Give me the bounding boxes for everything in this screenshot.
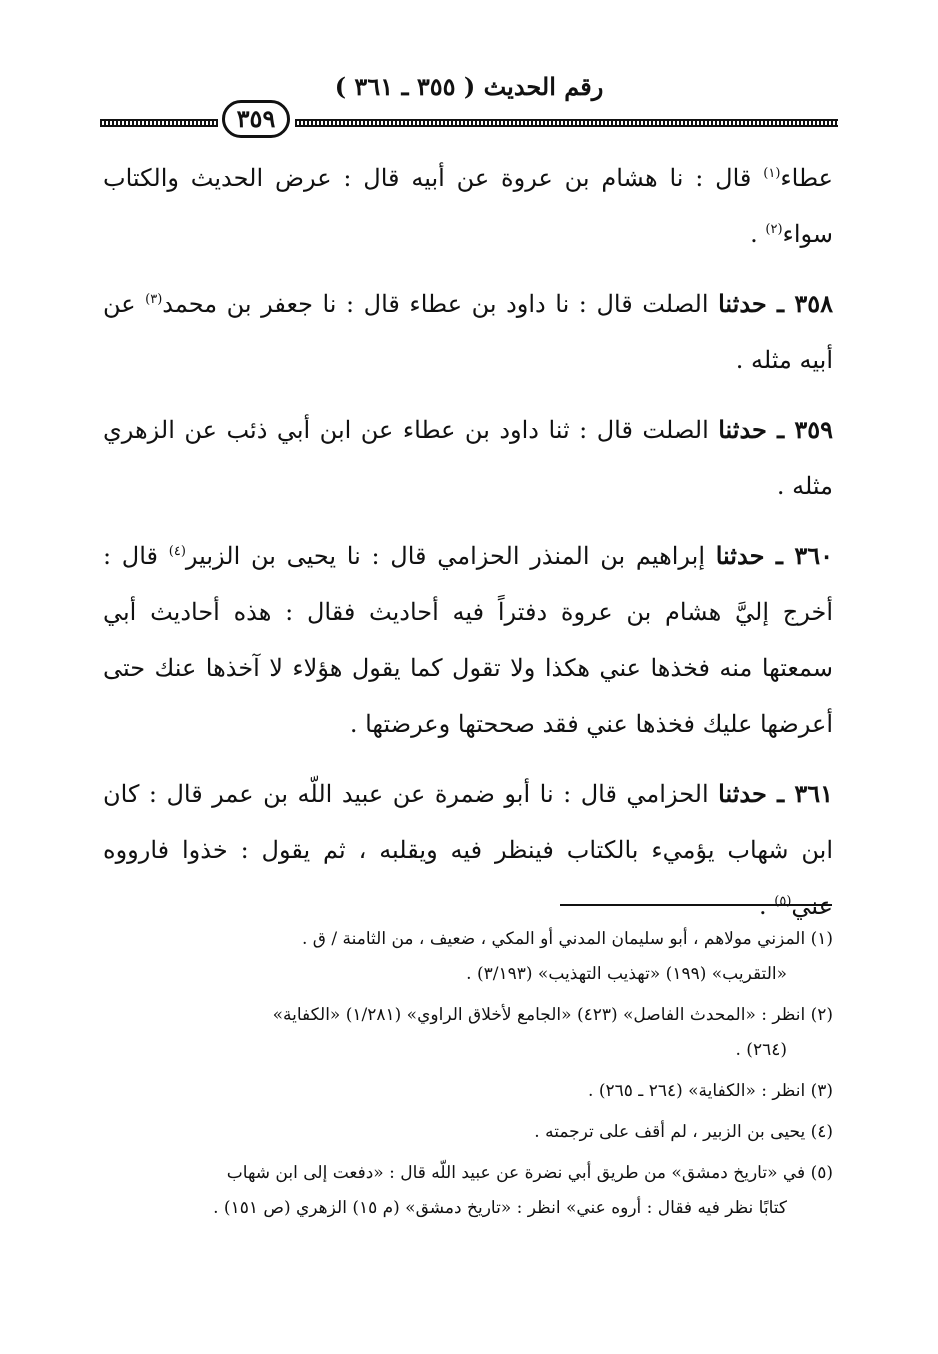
footnote-line: (١) المزني مولاهم ، أبو سليمان المدني أو المكي ، ضعيف ، من الثامنة / ق . [301, 929, 833, 949]
footnote-line: (٣) انظر : «الكفاية» (٢٦٤ ـ ٢٦٥) . [588, 1081, 833, 1101]
hadith-text: . [759, 892, 775, 920]
footnote-ref-2: (٢) [765, 222, 783, 237]
hadith-number: ٣٦٠ ـ [764, 541, 833, 570]
footnote-line: (٥) في «تاريخ دمشق» من طريق أبي نضرة عن عبيد اللّه قال : «دفعت إلى ابن شهاب [226, 1163, 833, 1183]
header-rule-right [295, 119, 838, 127]
hadith-lead-word: حدثنا [718, 289, 767, 318]
running-header [100, 70, 838, 140]
header-rule-left [100, 119, 218, 127]
footnote-ref-4: (٤) [168, 544, 186, 559]
footnote-4 [103, 1115, 833, 1150]
hadith-number: ٣٥٨ ـ [766, 289, 834, 318]
footnote-ref-1: (١) [763, 166, 781, 181]
footnote-ref-5: (٥) [774, 894, 792, 909]
hadith-lead-word: حدثنا [715, 541, 765, 570]
footnote-ref-3: (٣) [145, 292, 163, 307]
hadith-text: إبراهيم بن المنذر الحزامي قال : نا يحيى بن الزبير [185, 542, 716, 570]
paragraph-continuation [103, 150, 833, 262]
footnote-3 [103, 1074, 833, 1109]
hadith-text: قال : أخرج إليَّ هشام بن عروة دفتراً فيه أحاديث فقال : هذه أحاديث أبي سمعتها منه فخذها عني هكذا ولا تقول كما يقول هؤلاء لا آخذها عنك حتى أعرضها عليك فخذها عني فقد صححتها وعرضتها . [103, 542, 833, 738]
footnote-5 [103, 1156, 833, 1226]
footnote-1 [103, 922, 833, 992]
footnote-line: «التقريب» (١٩٩) «تهذيب التهذيب» (٣/١٩٣) . [466, 964, 787, 984]
paragraph-text: عطاء [780, 164, 833, 192]
hadith-lead-word: حدثنا [718, 779, 767, 808]
hadith-text: الحزامي قال : نا أبو ضمرة عن عبيد اللّه بن عمر قال : كان ابن شهاب يؤميء بالكتاب فينظر فيه ويقلبه ، ثم يقول : خذوا فارووه عني [103, 780, 833, 920]
footnote-line: كتابًا نظر فيه فقال : أروه عني» انظر : «تاريخ دمشق» (م ١٥) الزهري (ص ١٥١) . [213, 1198, 787, 1218]
footnote-separator [560, 904, 832, 906]
hadith-text: الصلت قال : نا داود بن عطاء قال : نا جعفر بن محمد [162, 290, 719, 318]
hadith-text: عن أبيه مثله . [103, 290, 833, 374]
footnote-line: (٢٦٤) . [735, 1040, 787, 1060]
footnotes [103, 922, 833, 1232]
page-number: ٣٥٩ [222, 100, 290, 138]
hadith-text: الصلت قال : ثنا داود بن عطاء عن ابن أبي ذئب عن الزهري مثله . [103, 416, 833, 500]
hadith-360 [103, 528, 833, 752]
footnote-line: (٤) يحيى بن الزبير ، لم أقف على ترجمته . [534, 1122, 833, 1142]
hadith-lead-word: حدثنا [718, 415, 767, 444]
paragraph-text: قال : نا هشام بن عروة عن أبيه قال : عرض الحديث والكتاب سواء [103, 164, 833, 248]
footnote-2 [103, 998, 833, 1068]
main-text [103, 150, 833, 948]
hadith-number: ٣٦١ ـ [766, 779, 833, 808]
header-title: رقم الحديث ( ٣٥٥ ـ ٣٦١ ) [334, 72, 604, 101]
hadith-number: ٣٥٩ ـ [766, 415, 833, 444]
paragraph-text: . [750, 220, 766, 248]
hadith-361 [103, 766, 833, 934]
hadith-358 [103, 276, 833, 388]
footnote-line: (٢) انظر : «المحدث الفاصل» (٤٢٣) «الجامع لأخلاق الراوي» (١/٢٨١) «الكفاية» [272, 1005, 833, 1025]
hadith-359 [103, 402, 833, 514]
